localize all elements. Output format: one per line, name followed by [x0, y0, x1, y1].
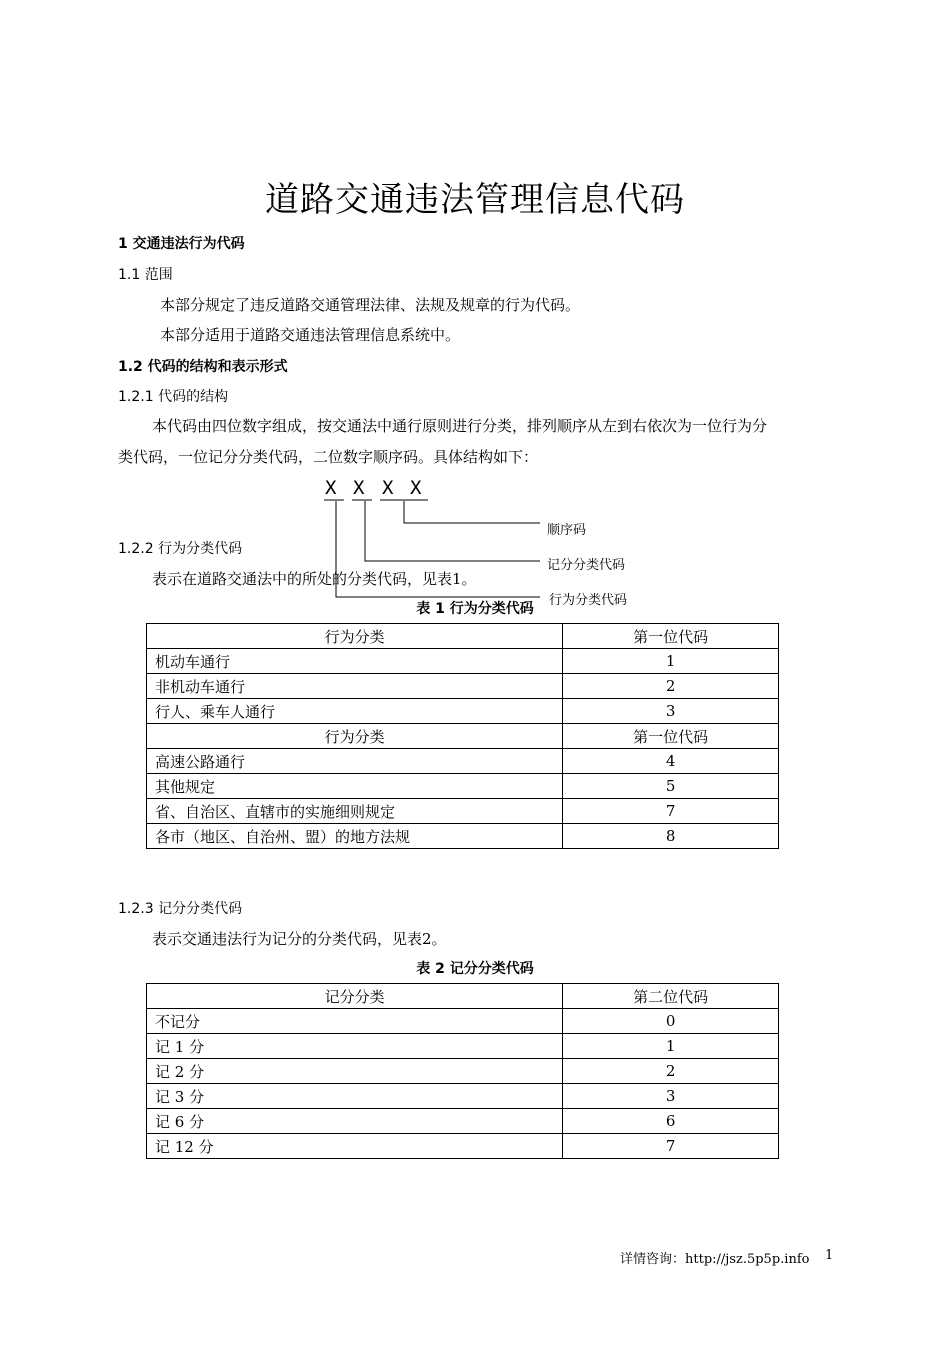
table-cell: 高速公路通行 [147, 749, 563, 774]
code-digit-3: X [382, 477, 394, 499]
table-2 [146, 983, 779, 1159]
scope-paragraph-2: 本部分适用于道路交通违法管理信息系统中。 [160, 326, 461, 344]
section-1-heading: 1 交通违法行为代码 [118, 236, 245, 252]
table-row [147, 699, 779, 724]
table-header-cell: 行为分类 [147, 724, 563, 749]
behavior-paragraph: 表示在道路交通法中的所处的分类代码，见表1。 [152, 570, 477, 588]
table-cell: 不记分 [147, 1009, 563, 1034]
table-header-cell: 记分分类 [147, 984, 563, 1009]
table-header-cell: 第二位代码 [563, 984, 779, 1009]
table-cell: 7 [563, 1134, 779, 1159]
table-row [147, 774, 779, 799]
table-row [147, 674, 779, 699]
table-cell: 记 12 分 [147, 1134, 563, 1159]
table-row [147, 724, 779, 749]
table-cell: 各市（地区、自治州、盟）的地方法规 [147, 824, 563, 849]
table-row [147, 1134, 779, 1159]
code-digit-1: X [325, 477, 337, 499]
table-row [147, 649, 779, 674]
table-cell: 7 [563, 799, 779, 824]
table-cell: 0 [563, 1009, 779, 1034]
page-title: 道路交通违法管理信息代码 [265, 180, 685, 220]
table-header-cell: 第一位代码 [563, 624, 779, 649]
table-cell: 2 [563, 674, 779, 699]
code-digit-2: X [353, 477, 365, 499]
table-1-caption: 表 1 行为分类代码 [416, 601, 534, 617]
table-cell: 记 3 分 [147, 1084, 563, 1109]
table-cell: 机动车通行 [147, 649, 563, 674]
table-cell: 1 [563, 649, 779, 674]
table-header-cell: 第一位代码 [563, 724, 779, 749]
table-cell: 6 [563, 1109, 779, 1134]
footer-contact-link[interactable]: 详情咨询：http://jsz.5p5p.info [620, 1252, 810, 1267]
table-header-cell: 行为分类 [147, 624, 563, 649]
structure-paragraph-line-2: 类代码，一位记分分类代码，二位数字顺序码。具体结构如下： [118, 448, 539, 466]
table-row [147, 1109, 779, 1134]
label-sequence-code: 顺序码 [547, 523, 587, 538]
table-2-caption: 表 2 记分分类代码 [416, 961, 534, 977]
table-row [147, 799, 779, 824]
connector-score [365, 501, 540, 561]
table-row [147, 749, 779, 774]
table-cell: 4 [563, 749, 779, 774]
table-row [147, 984, 779, 1009]
page-number: 1 [825, 1248, 834, 1263]
label-score-category-code: 记分分类代码 [547, 558, 626, 573]
section-1-2-1-heading: 1.2.1 代码的结构 [118, 389, 229, 405]
table-row [147, 1059, 779, 1084]
table-cell: 行人、乘车人通行 [147, 699, 563, 724]
section-1-2-heading: 1.2 代码的结构和表示形式 [118, 359, 288, 375]
table-cell: 省、自治区、直辖市的实施细则规定 [147, 799, 563, 824]
code-structure-connectors [0, 0, 950, 620]
table-cell: 3 [563, 699, 779, 724]
table-cell: 记 1 分 [147, 1034, 563, 1059]
table-row [147, 1034, 779, 1059]
table-cell: 记 2 分 [147, 1059, 563, 1084]
section-1-2-2-heading: 1.2.2 行为分类代码 [118, 541, 243, 557]
section-1-1-heading: 1.1 范围 [118, 267, 173, 283]
table-row [147, 1084, 779, 1109]
code-digit-4: X [410, 477, 422, 499]
table-cell: 8 [563, 824, 779, 849]
table-cell: 记 6 分 [147, 1109, 563, 1134]
table-row [147, 824, 779, 849]
table-row [147, 1009, 779, 1034]
table-cell: 非机动车通行 [147, 674, 563, 699]
table-cell: 2 [563, 1059, 779, 1084]
label-behavior-category-code: 行为分类代码 [549, 593, 628, 608]
table-row [147, 624, 779, 649]
structure-paragraph-line-1: 本代码由四位数字组成，按交通法中通行原则进行分类，排列顺序从左到右依次为一位行为分 [152, 417, 768, 435]
table-cell: 1 [563, 1034, 779, 1059]
scope-paragraph-1: 本部分规定了违反道路交通管理法律、法规及规章的行为代码。 [160, 296, 581, 314]
table-1 [146, 623, 779, 849]
table-cell: 3 [563, 1084, 779, 1109]
section-1-2-3-heading: 1.2.3 记分分类代码 [118, 901, 243, 917]
score-paragraph: 表示交通违法行为记分的分类代码，见表2。 [152, 930, 447, 948]
table-cell: 5 [563, 774, 779, 799]
connector-seq [404, 501, 540, 523]
table-cell: 其他规定 [147, 774, 563, 799]
